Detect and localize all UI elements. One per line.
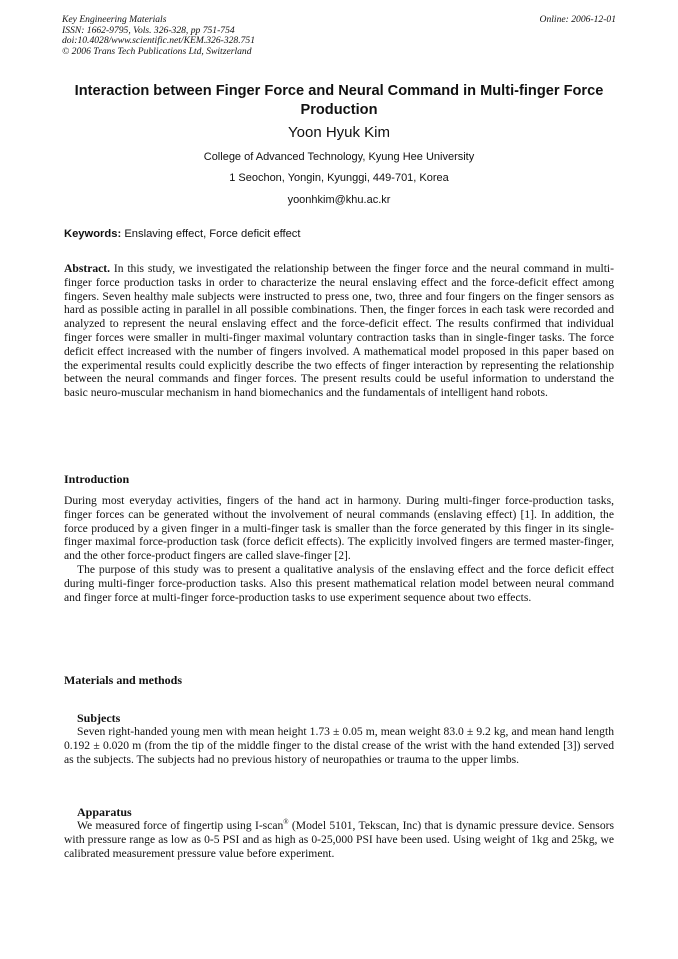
issn-line: ISSN: 1662-9795, Vols. 326-328, pp 751-754 [62, 24, 235, 36]
introduction-body [64, 494, 614, 604]
journal-name: Key Engineering Materials [62, 14, 167, 25]
apparatus-text [64, 819, 614, 860]
apparatus-heading: Apparatus [77, 805, 132, 819]
introduction-paragraph-1: During most everyday activities, fingers of the hand act in harmony. During multi-finger force-production tasks, finger forces can be generated without the involvement of neural commands (enslaving effect) [1]. In addition, the force produced by a given finger in a multi-finger task is smaller than the force generated by this finger in its single-finger maximal force-production task (force deficit effects). The explicitly involved fingers are termed master-finger, and the other force-product fingers are called slave-finger [2]. [64, 494, 614, 563]
journal-header [62, 15, 616, 57]
methods-heading: Materials and methods [64, 673, 182, 687]
author-name: Yoon Hyuk Kim [288, 124, 390, 141]
keywords-label: Keywords: [64, 228, 122, 240]
abstract-text: In this study, we investigated the relationship between the finger force and the neural command in multi-finger force production tasks in order to characterize the neural enslaving effect and the force-deficit effect among fingers. Seven healthy male subjects were instructed to press one, two, three and four fingers on the finger sensors as hard as possible acting in parallel in all possible combinations. Then, the finger forces in each task were recorded and analyzed to represent the neural enslaving effect and the force-deficit effect. The results confirmed that individual finger forces were smaller in multi-finger maximal voluntary contraction tasks than in single-finger tasks. The force deficit effect increased with the number of fingers involved. A mathematical model proposed in this paper based on the experimental results could explicitly describe the two effects of finger interaction by representing the relationship between the neural commands and finger forces. The present results could be useful information to understand the basic neuro-muscular mechanism in hand biomechanics and the fundamentals of intelligent hand robots. [64, 262, 614, 400]
subjects-text: Seven right-handed young men with mean height 1.73 ± 0.05 m, mean weight 83.0 ± 9.2 kg, and mean hand length 0.192 ± 0.020 m (from the tip of the middle finger to the distal crease of the wrist with the hand extended [3]) served as the subjects. The subjects had no previous history of neuropathies or trauma to the upper limbs. [64, 725, 614, 766]
abstract [64, 262, 614, 400]
apparatus-text-b: (Model 5101, Tekscan, Inc) that is dynamic pressure device. Sensors with pressure range as low as 0-5 PSI and as high as 0-25,000 PSI have been used. Using weight of 1kg and 25kg, we calibrated measurement pressure value before experiment. [64, 819, 614, 860]
introduction-heading: Introduction [64, 472, 130, 486]
doi-line: doi:10.4028/www.scientific.net/KEM.326-328.751 [62, 35, 256, 47]
online-date: Online: 2006-12-01 [539, 14, 616, 25]
registered-mark: ® [283, 818, 289, 827]
abstract-label: Abstract. [64, 262, 111, 275]
affiliation-line-1: College of Advanced Technology, Kyung Hee University [203, 151, 475, 163]
paper-title: Interaction between Finger Force and Neural Command in Multi-finger Force Production [74, 83, 604, 118]
copyright-line: © 2006 Trans Tech Publications Ltd, Switzerland [62, 45, 252, 57]
apparatus-text-a: We measured force of fingertip using I-scan [77, 819, 284, 832]
author-email: yoonhkim@khu.ac.kr [287, 194, 391, 206]
subjects-heading: Subjects [77, 711, 121, 725]
keywords [64, 227, 614, 241]
keywords-text: Enslaving effect, Force deficit effect [124, 228, 301, 240]
affiliation-line-2: 1 Seochon, Yongin, Kyunggi, 449-701, Korea [229, 172, 449, 184]
introduction-paragraph-2: The purpose of this study was to present a qualitative analysis of the enslaving effect and the force deficit effect during multi-finger force-production tasks. Also this present mathematical relation model between neural command and finger force at multi-finger force-production tasks to use experiment sequence about two effects. [64, 562, 614, 604]
